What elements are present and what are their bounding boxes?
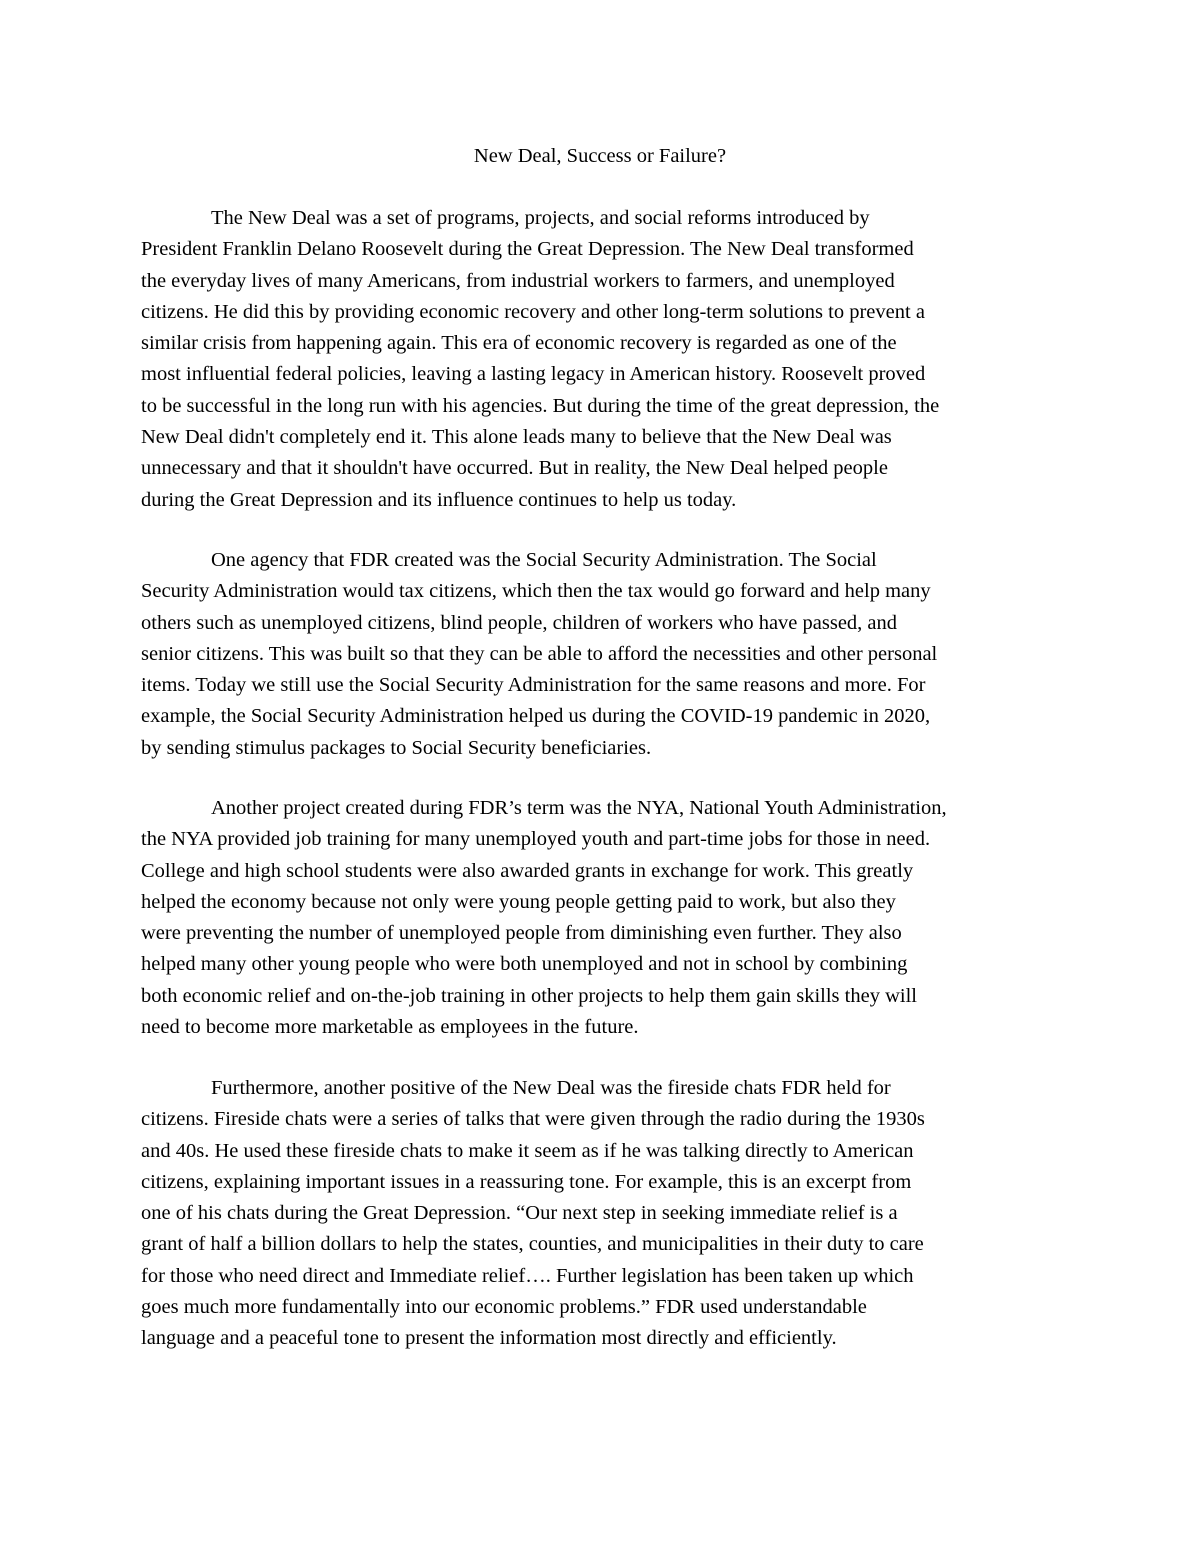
text-line: were preventing the number of unemployed people from diminishing even further. They also xyxy=(141,922,902,945)
text-line: example, the Social Security Administration helped us during the COVID-19 pandemic in 2020, xyxy=(141,705,931,728)
text-line: Another project created during FDR’s term was the NYA, National Youth Administration, xyxy=(211,797,947,819)
text-line: during the Great Depression and its influence continues to help us today. xyxy=(141,488,737,511)
text-line: New Deal didn't completely end it. This alone leads many to believe that the New Deal was xyxy=(141,426,892,449)
text-line: helped the economy because not only were young people getting paid to work, but also they xyxy=(141,890,896,913)
text-line: College and high school students were also awarded grants in exchange for work. This greatly xyxy=(141,859,914,882)
text-line: need to become more marketable as employees in the future. xyxy=(141,1016,639,1039)
paragraph-nya xyxy=(141,793,1066,1043)
text-line: helped many other young people who were both unemployed and not in school by combining xyxy=(141,953,908,976)
text-line: the NYA provided job training for many unemployed youth and part-time jobs for those in need. xyxy=(141,828,931,851)
text-line: by sending stimulus packages to Social Security beneficiaries. xyxy=(141,736,652,759)
text-line: others such as unemployed citizens, blind people, children of workers who have passed, and xyxy=(141,611,898,634)
text-line: citizens. Fireside chats were a series of talks that were given through the radio during the 1930s xyxy=(141,1108,925,1131)
text-line: similar crisis from happening again. This era of economic recovery is regarded as one of the xyxy=(141,332,897,355)
text-line: one of his chats during the Great Depression. “Our next step in seeking immediate relief is a xyxy=(141,1202,898,1225)
text-line: items. Today we still use the Social Security Administration for the same reasons and more. For xyxy=(141,674,926,697)
text-line: grant of half a billion dollars to help the states, counties, and municipalities in their duty to care xyxy=(141,1233,924,1256)
paragraph-fireside-chats xyxy=(141,1073,1066,1355)
text-line: the everyday lives of many Americans, from industrial workers to farmers, and unemployed xyxy=(141,269,895,292)
text-line: and 40s. He used these fireside chats to make it seem as if he was talking directly to American xyxy=(141,1139,914,1162)
document-title: New Deal, Success or Failure? xyxy=(473,145,727,167)
paragraph-social-security xyxy=(141,545,1066,764)
paragraph-new-deal-intro xyxy=(141,203,1066,516)
text-line: Furthermore, another positive of the New Deal was the fireside chats FDR held for xyxy=(211,1077,891,1099)
text-line: Security Administration would tax citizens, which then the tax would go forward and help many xyxy=(141,580,931,603)
text-line: unnecessary and that it shouldn't have occurred. But in reality, the New Deal helped people xyxy=(141,457,888,480)
text-line: President Franklin Delano Roosevelt during the Great Depression. The New Deal transformed xyxy=(141,238,914,261)
text-line: citizens. He did this by providing economic recovery and other long-term solutions to prevent a xyxy=(141,300,925,323)
text-line: most influential federal policies, leaving a lasting legacy in American history. Roosevelt proved xyxy=(141,363,926,386)
text-line: to be successful in the long run with his agencies. But during the time of the great depression, the xyxy=(141,394,940,417)
text-line: language and a peaceful tone to present the information most directly and efficiently. xyxy=(141,1327,837,1350)
text-line: citizens, explaining important issues in a reassuring tone. For example, this is an excerpt from xyxy=(141,1170,912,1193)
text-line: for those who need direct and Immediate relief…. Further legislation has been taken up which xyxy=(141,1264,914,1287)
text-line: senior citizens. This was built so that they can be able to afford the necessities and other personal xyxy=(141,642,938,665)
text-line: goes much more fundamentally into our economic problems.” FDR used understandable xyxy=(141,1296,867,1319)
text-line: both economic relief and on-the-job training in other projects to help them gain skills they will xyxy=(141,984,917,1007)
text-line: One agency that FDR created was the Social Security Administration. The Social xyxy=(211,549,877,571)
text-line: The New Deal was a set of programs, projects, and social reforms introduced by xyxy=(211,207,870,229)
